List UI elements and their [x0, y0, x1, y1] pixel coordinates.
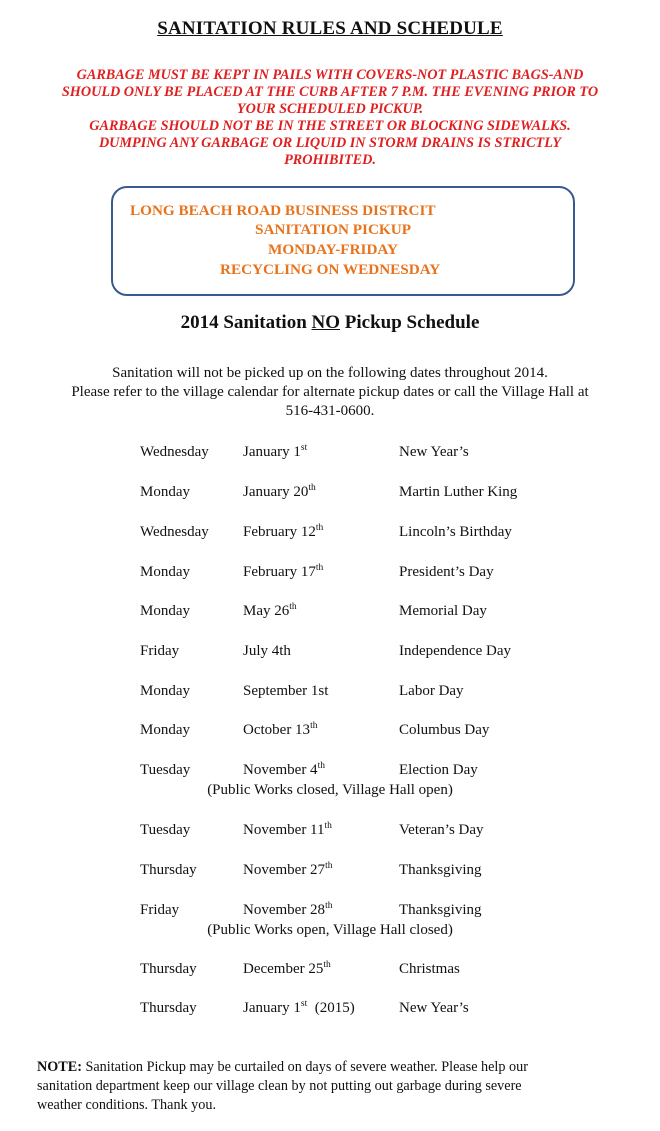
- schedule-title-after: Pickup Schedule: [340, 312, 480, 333]
- row-day: Thursday: [140, 961, 197, 977]
- row-date: November 4th: [243, 761, 325, 778]
- schedule-title-emphasis: NO: [311, 312, 341, 333]
- warning-line: PROHIBITED.: [284, 152, 376, 168]
- schedule-title: [0, 312, 660, 334]
- row-holiday: Thanksgiving: [399, 902, 482, 918]
- row-day: Wednesday: [140, 444, 209, 460]
- row-day: Monday: [140, 722, 190, 738]
- warning-line: GARBAGE SHOULD NOT BE IN THE STREET OR BLOCKING SIDEWALKS.: [89, 118, 571, 134]
- schedule-row: [0, 902, 660, 924]
- schedule-title-before: 2014 Sanitation: [180, 312, 312, 333]
- footer-line: NOTE: Sanitation Pickup may be curtailed on days of severe weather. Please help our: [37, 1059, 528, 1075]
- row-holiday: President’s Day: [399, 564, 494, 580]
- row-date: February 12th: [243, 523, 324, 540]
- row-holiday: Independence Day: [399, 643, 512, 659]
- row-note: (Public Works closed, Village Hall open): [207, 782, 453, 798]
- row-day: Monday: [140, 683, 190, 699]
- row-holiday: Martin Luther King: [399, 484, 518, 500]
- row-holiday: Veteran’s Day: [399, 822, 484, 838]
- row-date: November 28th: [243, 901, 333, 918]
- business-district-box: [111, 186, 575, 296]
- row-date: January 20th: [243, 483, 316, 500]
- district-name: LONG BEACH ROAD BUSINESS DISTRCIT: [130, 202, 436, 219]
- schedule-row: [0, 862, 660, 884]
- row-holiday: Election Day: [399, 762, 478, 778]
- row-date: January 1st: [243, 443, 308, 460]
- schedule-row: [0, 484, 660, 506]
- schedule-row: [0, 762, 660, 784]
- row-day: Tuesday: [140, 762, 191, 778]
- page-title: SANITATION RULES AND SCHEDULE: [157, 18, 503, 39]
- row-holiday: Christmas: [399, 961, 460, 977]
- intro-line: Please refer to the village calendar for alternate pickup dates or call the Village Hall at: [71, 384, 589, 400]
- footer-note: [37, 1058, 637, 1115]
- schedule-row: [0, 524, 660, 546]
- footer-line: weather conditions. Thank you.: [37, 1097, 217, 1113]
- row-day: Wednesday: [140, 524, 209, 540]
- schedule-row: [0, 961, 660, 983]
- intro-line: 516-431-0600.: [285, 403, 375, 419]
- schedule-row: [0, 722, 660, 744]
- warning-line: DUMPING ANY GARBAGE OR LIQUID IN STORM DRAINS IS STRICTLY: [98, 135, 562, 151]
- row-day: Friday: [140, 643, 180, 659]
- row-holiday: Columbus Day: [399, 722, 490, 738]
- schedule-row: [0, 643, 660, 665]
- schedule-row: [0, 822, 660, 844]
- row-day: Friday: [140, 902, 180, 918]
- row-holiday: Thanksgiving: [399, 862, 482, 878]
- pickup-days: MONDAY-FRIDAY: [268, 241, 398, 258]
- row-holiday: Labor Day: [399, 683, 464, 699]
- row-date: January 1st (2015): [243, 999, 355, 1016]
- row-day: Tuesday: [140, 822, 191, 838]
- row-day: Monday: [140, 484, 190, 500]
- warning-line: SHOULD ONLY BE PLACED AT THE CURB AFTER 7 P.M. THE EVENING PRIOR TO: [61, 84, 599, 100]
- row-date: July 4th: [243, 643, 291, 659]
- row-date: November 27th: [243, 861, 333, 878]
- row-date: May 26th: [243, 602, 297, 619]
- garbage-warning: [30, 67, 630, 169]
- intro-text: [30, 364, 630, 421]
- schedule-row: [0, 1000, 660, 1022]
- row-date: November 11th: [243, 821, 332, 838]
- recycling-day: RECYCLING ON WEDNESDAY: [220, 261, 441, 278]
- schedule-row: [0, 564, 660, 586]
- row-date: December 25th: [243, 960, 331, 977]
- warning-line: YOUR SCHEDULED PICKUP.: [236, 101, 424, 117]
- row-holiday: Lincoln’s Birthday: [399, 524, 512, 540]
- note-label: NOTE:: [37, 1059, 82, 1075]
- row-day: Monday: [140, 603, 190, 619]
- row-day: Thursday: [140, 1000, 197, 1016]
- schedule-row: [0, 444, 660, 466]
- row-day: Thursday: [140, 862, 197, 878]
- row-date: October 13th: [243, 721, 318, 738]
- row-date: September 1st: [243, 683, 329, 699]
- footer-line: sanitation department keep our village clean by not putting out garbage during severe: [37, 1078, 522, 1094]
- row-note: (Public Works open, Village Hall closed): [207, 922, 453, 938]
- schedule-row: [0, 603, 660, 625]
- row-holiday: New Year’s: [399, 1000, 469, 1016]
- row-day: Monday: [140, 564, 190, 580]
- row-holiday: Memorial Day: [399, 603, 487, 619]
- row-holiday: New Year’s: [399, 444, 469, 460]
- intro-line: Sanitation will not be picked up on the following dates throughout 2014.: [112, 365, 548, 381]
- warning-line: GARBAGE MUST BE KEPT IN PAILS WITH COVERS-NOT PLASTIC BAGS-AND: [76, 67, 584, 83]
- schedule-row: [0, 683, 660, 705]
- pickup-label: SANITATION PICKUP: [255, 221, 411, 238]
- row-date: February 17th: [243, 563, 324, 580]
